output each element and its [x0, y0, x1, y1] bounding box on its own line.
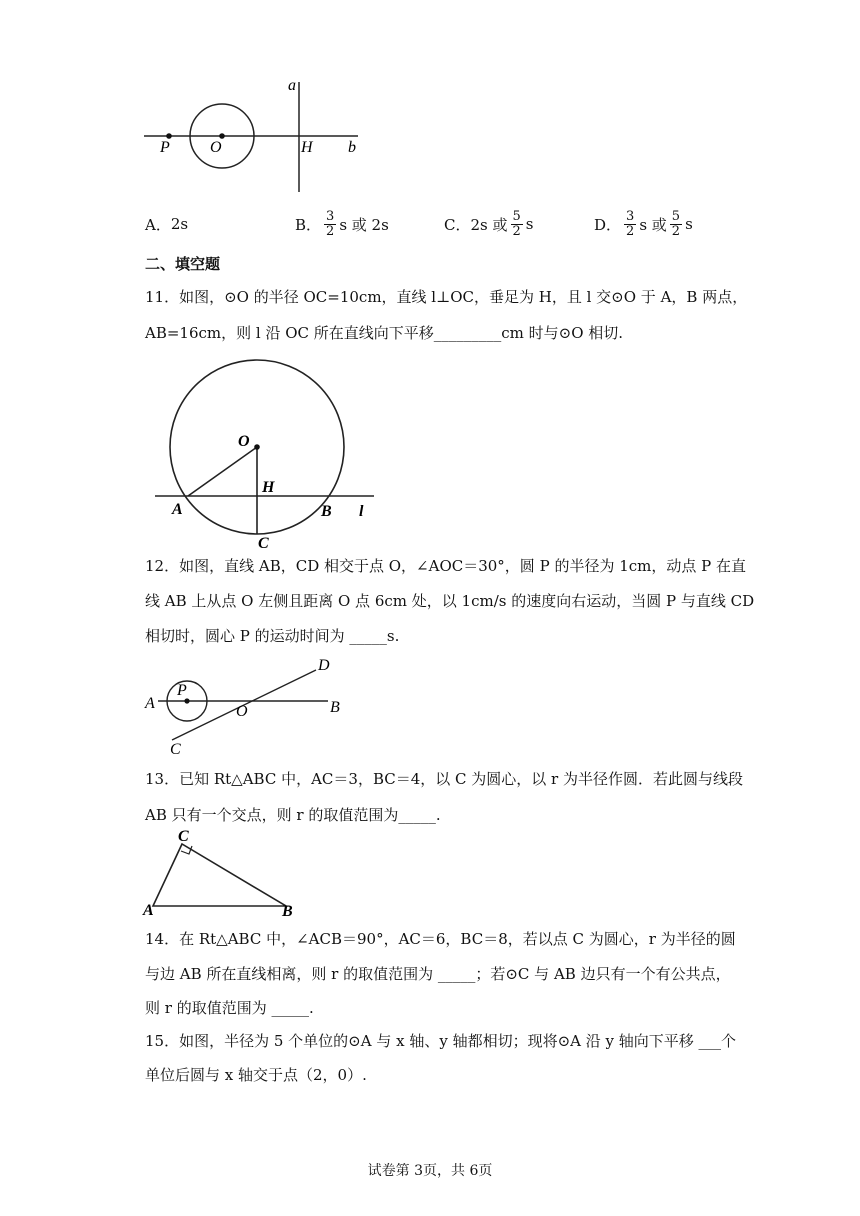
option-text: s	[525, 215, 534, 233]
section-heading: 二、填空题	[145, 255, 221, 273]
label-o: O	[210, 139, 222, 156]
label-o: O	[238, 433, 250, 450]
label-p: P	[160, 139, 170, 156]
segment-oa	[188, 447, 257, 496]
label-o: O	[236, 703, 248, 720]
label-c: C	[178, 828, 189, 845]
question-14-line-2: 与边 AB 所在直线相离，则 r 的取值范围为 _____；若⊙C 与 AB 边只有一个有公共点，	[145, 965, 731, 983]
option-letter: D．	[594, 215, 622, 234]
option-text: s 或 2s	[339, 215, 389, 234]
label-l: l	[359, 503, 364, 520]
question-12-line-2: 线 AB 上从点 O 左侧且距离 O 点 6cm 处，以 1cm/s 的速度向右运动，当圆 P 与直线 CD	[145, 592, 755, 610]
option-letter: C．	[444, 215, 471, 234]
page-footer: 试卷第 3页，共 6页	[367, 1163, 493, 1179]
option-a[interactable]	[145, 212, 188, 236]
option-d[interactable]	[594, 204, 693, 244]
label-c: C	[170, 741, 181, 758]
figure-q13	[140, 826, 300, 918]
question-12-line-3: 相切时，圆心 P 的运动时间为 _____s.	[145, 627, 400, 645]
fraction: $\frac{5}{2}$	[671, 208, 681, 239]
fraction: $\frac{5}{2}$	[512, 208, 521, 239]
label-h: H	[301, 139, 313, 156]
label-b: b	[348, 139, 356, 156]
option-text: 2s 或	[470, 215, 508, 234]
option-letter: B．	[295, 215, 322, 234]
question-13-line-2: AB 只有一个交点，则 r 的取值范围为_____.	[145, 806, 441, 824]
question-14-line-1: 14．在 Rt△ABC 中，∠ACB＝90°，AC＝6，BC＝8，若以点 C 为圆心，r 为半径的圆	[145, 930, 736, 948]
triangle-abc	[153, 844, 286, 906]
point-p	[166, 133, 172, 139]
label-c: C	[258, 535, 269, 550]
label-b: B	[330, 699, 340, 716]
fraction: $\frac{3}{2}$	[326, 208, 335, 239]
label-b: B	[321, 503, 332, 520]
option-text: 2s	[170, 215, 189, 233]
option-c[interactable]	[444, 204, 533, 244]
point-o	[219, 133, 225, 139]
option-letter: A．	[145, 215, 171, 234]
point-o	[254, 444, 260, 450]
figure-q11	[150, 350, 380, 550]
figure-q12	[140, 656, 350, 758]
label-p: P	[177, 682, 187, 699]
question-12-line-1: 12．如图，直线 AB，CD 相交于点 O，∠AOC＝30°，圆 P 的半径为 1cm，动点 P 在直	[145, 557, 747, 575]
option-text: s	[685, 215, 693, 233]
label-a: A	[143, 902, 154, 918]
fraction: $\frac{3}{2}$	[626, 208, 635, 239]
label-a: A	[172, 501, 183, 518]
question-11-line-2: AB=16cm，则 l 沿 OC 所在直线向下平移_________cm 时与⊙O 相切.	[145, 324, 624, 342]
figure-q10	[140, 74, 370, 196]
question-13-line-1: 13．已知 Rt△ABC 中，AC＝3，BC＝4，以 C 为圆心，以 r 为半径作圆．若此圆与线段	[145, 770, 743, 788]
label-b: B	[282, 903, 293, 918]
question-14-line-3: 则 r 的取值范围为 _____.	[145, 999, 314, 1017]
label-d: D	[318, 657, 330, 674]
question-15-line-1: 15．如图，半径为 5 个单位的⊙A 与 x 轴、y 轴都相切；现将⊙A 沿 y 轴向下平移 ___个	[145, 1032, 737, 1050]
question-15-line-2: 单位后圆与 x 轴交于点（2，0）.	[145, 1066, 367, 1084]
option-b[interactable]	[295, 204, 389, 244]
point-p	[184, 698, 189, 703]
label-a: a	[288, 77, 296, 94]
option-text: s 或	[639, 215, 667, 234]
label-h: H	[262, 479, 275, 496]
label-a: A	[145, 695, 155, 712]
question-11-line-1: 11．如图，⊙O 的半径 OC=10cm，直线 l⊥OC，垂足为 H，且 l 交⊙O 于 A，B 两点，	[145, 288, 748, 306]
